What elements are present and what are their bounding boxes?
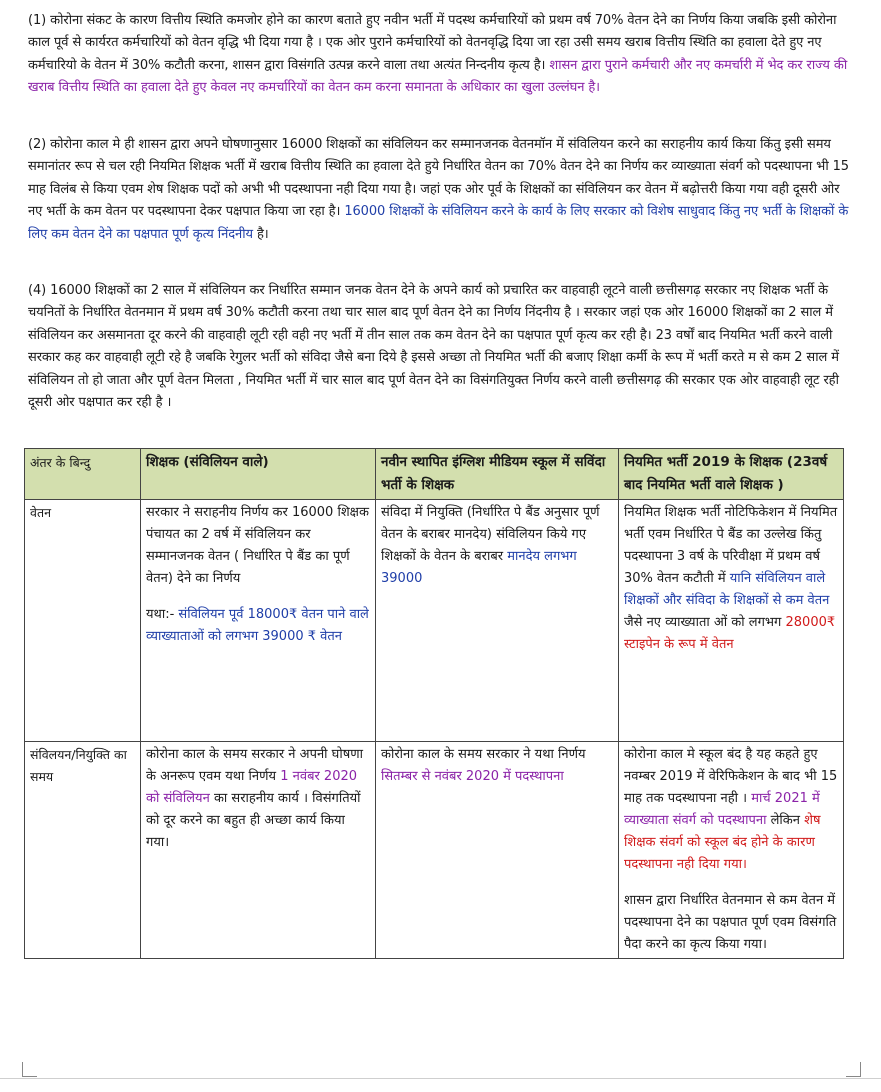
cell-time-regular-para-1 xyxy=(624,744,839,876)
cell-salary-merged-text: सरकार ने सराहनीय निर्णय कर 16000 शिक्षक पंचायत का 2 वर्ष में संविलियन कर सम्मानजनक वेतन ( निर्धारित पे बैंड का पूर्ण वेतन) देने का निर्णय xyxy=(146,505,369,586)
paragraph-1 xyxy=(28,10,854,100)
cell-time-merged xyxy=(141,742,376,959)
cell-salary-regular-highlight: यानि संविलियन वाले शिक्षकों और संविदा के शिक्षकों से कम वेतन xyxy=(624,571,830,608)
table-row-salary xyxy=(25,500,844,742)
cell-salary-contract-text: संविदा में नियुक्ति (निर्धारित पे बैंड अनुसार पूर्ण वेतन के बराबर मानदेय) संविलियन किये गए शिक्षकों के वेतन के बराबर xyxy=(381,505,600,564)
paragraph-2-highlight: 16000 शिक्षकों के संविलियन करने के कार्य के लिए सरकार को विशेष साधुवाद किंतु नए भर्ती के शिक्षकों के लिए कम वेतन देने का पक्षपात पूर्ण कृत्य निंदनीय xyxy=(28,204,849,242)
header-contract-teachers: नवीन स्थापित इंग्लिश मीडियम स्कूल में सविंदा भर्ती के शिक्षक xyxy=(376,449,619,500)
paragraph-1-highlight: शासन द्वारा पुराने कर्मचारी और नए कमर्चारी में भेद कर राज्य की खराब वित्तीय स्थिति का हवाला देते हुए केवल नए कमर्चारियों का वेतन कम करना समानता के अधिकार का खुला उल्लंघन है। xyxy=(28,57,848,96)
cell-salary-regular-red: 28000₹ स्टाइपेन के रूप में वेतन xyxy=(624,615,836,652)
cell-salary-regular-text: नियमित शिक्षक भर्ती नोटिफिकेशन में नियमित भर्ती एवम निर्धारित पे बैंड का उल्लेख किंतु पदस्थापना 3 वर्ष के परिवीक्षा में प्रथम वर्ष 30% वेतन कटौती में xyxy=(624,505,838,586)
cell-time-merged-highlight: 1 नवंबर 2020 को संविलियन xyxy=(146,769,358,806)
paragraph-1-text: (1) कोरोना संकट के कारण वित्तीय स्थिति कमजोर होने का कारण बताते हुए नवीन भर्ती में पदस्थ कर्मचारियों को प्रथम वर्ष 70% वेतन देने का निर्णय किया जबकि इसी कोरोना काल पूर्व से कार्यरत कर्मचारियों को वेतन वृद्धि भी दिया गया है । एक ओर पुराने कर्मचारियों को वेतनवृद्धि दिया जा रहा उसी समय खराब वित्तीय स्थिति का हवाला देते हुए नए कर्मचारियो के वेतन में 30% कटौती करना, शासन द्वारा विसंगति उत्पन्न करने वाला तथा अत्यंत निन्दनीय कृत्य है। xyxy=(28,13,837,73)
header-difference-points: अंतर के बिन्दु xyxy=(25,449,141,500)
cell-time-regular xyxy=(619,742,844,959)
cell-salary-merged-example xyxy=(146,604,371,648)
cell-time-contract-text: कोरोना काल के समय सरकार ने यथा निर्णय xyxy=(381,747,586,762)
row-label-salary: वेतन xyxy=(25,500,141,742)
cell-time-regular-para-2: शासन द्वारा निर्धारित वेतनमान से कम वेतन में पदस्थापना देने का पक्षपात पूर्ण एवम विसंगति पैदा करने का कृत्य किया गया। xyxy=(624,893,837,952)
header-merged-teachers: शिक्षक (संविलियन वाले) xyxy=(141,449,376,500)
comparison-table xyxy=(24,448,844,959)
example-highlight: संविलियन पूर्व 18000₹ वेतन पाने वाले व्याख्याताओं को लगभग 39000 ₹ वेतन xyxy=(146,607,369,644)
page-corner-mark-right xyxy=(846,1062,861,1077)
cell-time-regular-red: शेष शिक्षक संवर्ग को स्कूल बंद होने के कारण पदस्थापना नही दिया गया। xyxy=(624,813,821,872)
page-bottom-edge xyxy=(0,1078,881,1079)
cell-salary-regular xyxy=(619,500,844,742)
cell-salary-merged xyxy=(141,500,376,742)
cell-time-contract xyxy=(376,742,619,959)
cell-time-regular-highlight: मार्च 2021 में व्याख्याता संवर्ग को पदस्थापना xyxy=(624,791,820,828)
cell-time-merged-text: कोरोना काल के समय सरकार ने अपनी घोषणा के अनरूप एवम यथा निर्णय xyxy=(146,747,364,784)
paragraph-4-text: (4) 16000 शिक्षकों का 2 साल में संविलियन कर निर्धारित सम्मान जनक वेतन देने के अपने कार्य को प्रचारित कर वाहवाही लूटने वाली छत्तीसगढ़ सरकार नए शिक्षक भर्ती के चयनितों के निर्धारित वेतनमान में प्रथम वर्ष 30% कटौती करना तथा चार साल बाद पूर्ण वेतन देने का निर्णय निंदनीय है । सरकार जहां एक ओर 16000 शिक्षकों का 2 साल में संविलियन कर असमानता दूर करने की वाहवाही लूटी रही वही नए भर्ती में तीन साल तक कम वेतन देने का पक्षपात पूर्ण कृत्य कर रही है। 23 वर्षों बाद नियमित भर्ती करने वाली सरकार कह कर वाहवाही लूटी रहे है जबकि रेगुलर भर्ती को संविदा जैसे बना दिये है इससे अच्छा तो नियमित भर्ती की बजाए शिक्षा कर्मी के रूप में भर्ती करते म से कम 2 साल में संविलियन तो हो जाता और पूर्ण वेतन मिलता , नियमित भर्ती में चार साल बाद पूर्ण वेतन देने का विसंगतियुक्त निर्णय करने वाली छत्तीसगढ़ की सरकार एक ओर वाहवाही लूट रही दूसरी ओर पक्षपात कर रही है । xyxy=(28,283,839,411)
paragraph-2-tail: है। xyxy=(252,226,269,242)
paragraph-2-text: (2) कोरोना काल मे ही शासन द्वारा अपने घोषणानुसार 16000 शिक्षकों का संविलियन कर सम्मानजनक वेतनमॉन में संविलियन करने का सराहनीय कार्य किया किंतु इसी समय समानांतर रूप से चल रही नियमित शिक्षक भर्ती में खराब वित्तीय स्थिति का हवाला देते हुये निर्धारित वेतन का 70% वेतन देने का निर्णय कर व्याख्याता संवर्ग को पदस्थापना भी 15 माह विलंब से किया एवम शेष शिक्षक पदों को अभी भी पदस्थापना नही दिया गया है। जहां एक ओर पूर्व के शिक्षकों का संविलियन कर वेतन में बढ़ोत्तरी किया गया वही दूसरी ओर नए भर्ती के कम वेतन पर पदस्थापना देकर पक्षपात किया जा रहा है। xyxy=(28,137,849,220)
cell-salary-regular-text-2: जैसे नए व्याख्याता ओं को लगभग xyxy=(624,615,786,630)
page-corner-mark-left xyxy=(22,1062,37,1077)
paragraph-2 xyxy=(28,134,854,246)
header-regular-teachers: नियमित भर्ती 2019 के शिक्षक (23वर्ष बाद नियमित भर्ती वाले शिक्षक ) xyxy=(619,449,844,500)
table-header-row xyxy=(25,449,844,500)
cell-time-regular-text: कोरोना काल मे स्कूल बंद है यह कहते हुए नवम्बर 2019 में वेरिफिकेशन के बाद भी 15 माह तक पदस्थापना नही । xyxy=(624,747,838,806)
cell-salary-contract-highlight: मानदेय लगभग 39000 xyxy=(381,549,577,586)
example-prefix: यथा:- xyxy=(146,607,179,622)
cell-salary-contract xyxy=(376,500,619,742)
row-label-appointment-time: संविलयन/नियुक्ति का समय xyxy=(25,742,141,959)
table-row-appointment-time xyxy=(25,742,844,959)
cell-time-contract-highlight: सितम्बर से नवंबर 2020 में पदस्थापना xyxy=(381,769,564,784)
cell-time-regular-text-2: लेकिन xyxy=(766,813,805,828)
paragraph-4 xyxy=(28,280,854,414)
cell-time-merged-text-2: का सराहनीय कार्य । विसंगतियों को दूर करने का बहुत ही अच्छा कार्य किया गया। xyxy=(146,791,361,850)
